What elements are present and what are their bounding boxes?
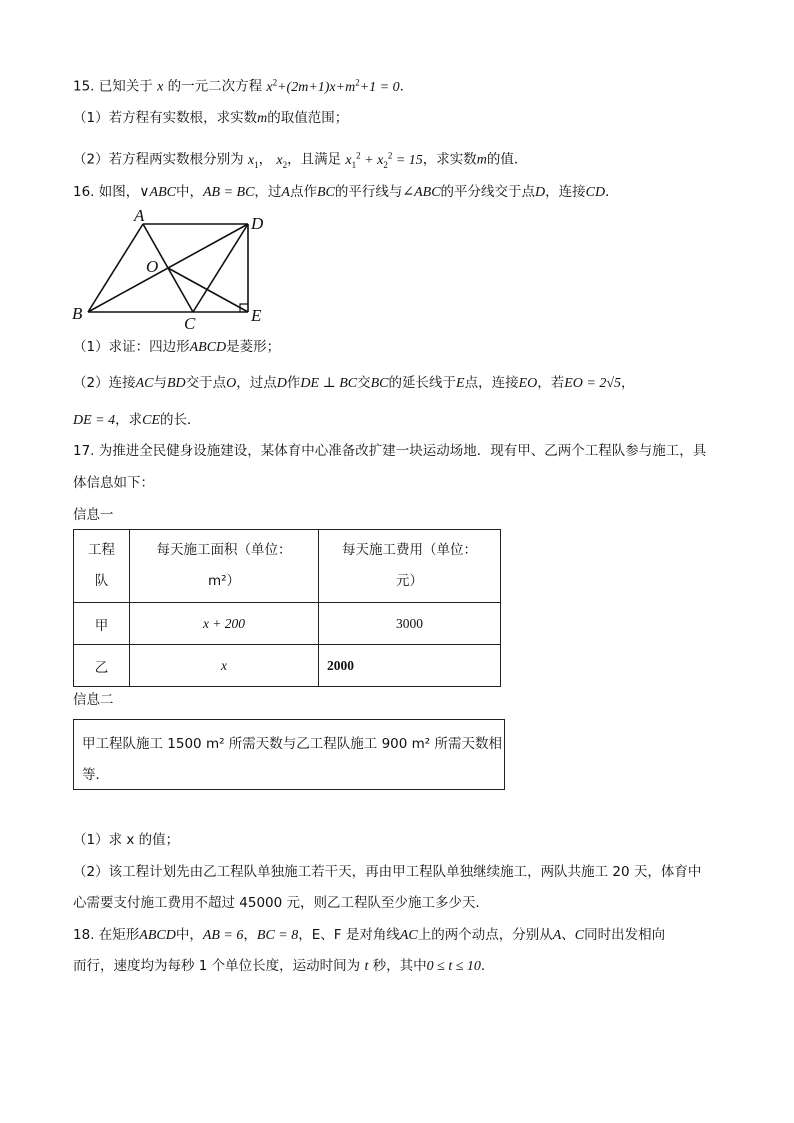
info1-table (73, 529, 501, 687)
q16-part2-line2: DE = 4，求CE的长． (73, 412, 201, 428)
info2-line2: 等． (82, 767, 109, 783)
label-a: A (134, 206, 145, 225)
segment-cd (193, 224, 248, 312)
cell-area-jia: x + 200 (130, 603, 319, 645)
header-cost: 每天施工费用（单位： 元） (319, 530, 501, 603)
q17-stem-line2: 体信息如下： (73, 475, 154, 491)
label-b: B (72, 304, 83, 323)
q16-stem: 16. 如图，∨ABC中，AB = BC，过A点作BC的平行线与∠ABC的平分线交于点D，连接CD． (73, 184, 619, 200)
table-header-row (74, 530, 501, 603)
label-d: D (251, 214, 264, 233)
cell-cost-jia: 3000 (319, 603, 501, 645)
q15-part2: （2）若方程两实数根分别为 $x_1$， $x_2$，且满足 $x_1^2 + x_2^2 = 15$，求实数m的值． (73, 150, 528, 170)
cell-team-jia: 甲 (74, 603, 130, 645)
header-area: 每天施工面积（单位： m²） (130, 530, 319, 603)
q17-part2-line1: （2）该工程计划先由乙工程队单独施工若干天，再由甲工程队单独继续施工，两队共施工 20 天，体育中 (73, 864, 702, 880)
q16-part2-line1: （2）连接AC与BD交于点O，过点D作DE ⊥ BC交BC的延长线于E点，连接EO，若EO = 2√5， (73, 375, 635, 391)
cell-cost-yi: 2000 (319, 645, 501, 687)
table-row (74, 603, 501, 645)
header-team: 工程 队 (74, 530, 130, 603)
q18-line2: 而行，速度均为每秒 1 个单位长度，运动时间为 t 秒，其中0 ≤ t ≤ 10． (73, 958, 495, 974)
info2-line1: 甲工程队施工 1500 m² 所需天数与乙工程队施工 900 m² 所需天数相 (82, 736, 502, 752)
label-e: E (251, 306, 262, 325)
q17-part1: （1）求 x 的值； (73, 832, 180, 848)
label-c: C (184, 314, 196, 333)
table-row (74, 645, 501, 687)
info2-label: 信息二 (73, 692, 114, 708)
q16-figure (66, 206, 276, 334)
q16-part1: （1）求证：四边形ABCD是菱形； (73, 339, 281, 355)
info2-box (73, 719, 505, 790)
q15-stem: 15. 已知关于 x 的一元二次方程 $x^2+(2m+1)x+m^2+1 = 0$． (73, 77, 414, 95)
q15-part1: （1）若方程有实数根，求实数m的取值范围； (73, 110, 349, 126)
q17-stem-line1: 17. 为推进全民健身设施建设，某体育中心准备改扩建一块运动场地．现有甲、乙两个工程队参与施工，具 (73, 443, 707, 459)
segment-ab (88, 224, 143, 312)
cell-area-yi: x (130, 645, 319, 687)
q17-part2-line2: 心需要支付施工费用不超过 45000 元，则乙工程队至少施工多少天． (73, 895, 490, 911)
info1-label: 信息一 (73, 507, 114, 523)
label-o: O (146, 257, 159, 276)
q18-line1: 18. 在矩形ABCD中，AB = 6，BC = 8，E、F 是对角线AC上的两个动点，分别从A、C同时出发相向 (73, 927, 666, 943)
cell-team-yi: 乙 (74, 645, 130, 687)
